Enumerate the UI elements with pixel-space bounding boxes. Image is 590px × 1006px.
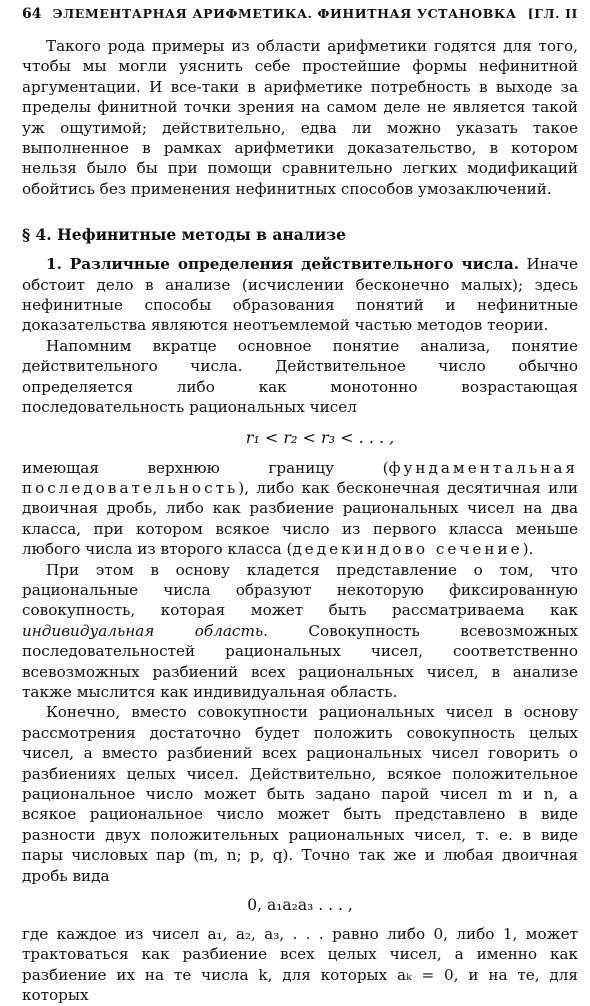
paragraph-6: Конечно, вместо совокупности рациональных чисел в основу рассмотрения достаточно будет положить совокупность целых чисел, а вместо разбиений всех рациональных чисел говорить о разбиениях целых чисел. Действительно, всякое положительное рациональное число может быть задано парой чисел m и n, а всякое рациональное число может быть представлено в виде разности двух положительных рациональных чисел, т. е. в виде пары числовых пар (m, n; p, q). Точно так же и любая двоичная дробь вида: [22, 703, 578, 885]
paragraph-2: [22, 254, 578, 336]
p4-part-a: имеющая верхнюю границу (: [22, 458, 389, 477]
p5-part-a: При этом в основу кладется представление о том, что рациональные числа образуют некоторую фиксированную совокупность, которая может быть рассматриваема как: [22, 560, 578, 620]
subsection-title: 1. Различные определения действительного числа.: [46, 255, 519, 274]
paragraph-3: Напомним вкратце основное понятие анализа, понятие действительного числа. Действительное число обычно определяется либо как монотонно возрастающая последовательность рациональных чисел: [22, 336, 578, 417]
paragraph-7: где каждое из чисел a₁, a₂, a₃, . . . равно либо 0, либо 1, может трактоваться как разбиение всех целых чисел, а именно как разбиение их на те числа k, для которых aₖ = 0, и на те, для которых: [22, 925, 578, 1005]
chapter-label: [ГЛ. II: [527, 6, 578, 21]
formula-binary-fraction: 0, a₁a₂a₃ . . . ,: [247, 896, 353, 915]
section-heading: § 4. Нефинитные методы в анализе: [22, 225, 346, 245]
term-fundamental-sequence: фундаментальная последовательность: [22, 458, 578, 497]
p5-part-c: . Совокупность всевозможных последовательностей рациональных чисел, соответственно всевозможных разбиений всех рациональных чисел, в анализе также мыслится как индивидуальная область.: [22, 621, 578, 701]
p4-part-e: ).: [522, 540, 534, 559]
page: [22, 6, 578, 1006]
paragraph-1: Такого рода примеры из области арифметики годятся для того, чтобы мы могли уяснить себе простейшие формы нефинитной аргументации. И все-таки в арифметике потребность в выходе за пределы финитной точки зрения на самом деле не является такой уж ощутимой; действительно, едва ли можно указать такое выполненное в рамках арифметики доказательство, в котором нельзя было бы при помощи сравнительно легких модификаций обойтись без применения нефинитных способов умозаключений.: [22, 37, 578, 198]
running-title: ЭЛЕМЕНТАРНАЯ АРИФМЕТИКА. ФИНИТНАЯ УСТАНОВКА: [52, 6, 517, 21]
page-number: 64: [22, 6, 42, 22]
term-individual-domain: индивидуальная область: [22, 621, 264, 640]
formula-sequence: r₁ < r₂ < r₃ < . . . ,: [245, 427, 395, 447]
subsection-text: Иначе обстоит дело в анализе (исчислении бесконечно малых); здесь нефинитные способы образования понятий и нефинитные доказательства являются неотъемлемой частью методов теории.: [22, 255, 579, 335]
paragraph-4: [22, 458, 578, 560]
p4-part-c: ), либо как бесконечная десятичная или двоичная дробь, либо как разбиение рациональных чисел на два класса, при котором всякое число из первого класса меньше любого числа из второго класса (: [22, 478, 578, 559]
term-dedekind-cut: дедекиндово сечение: [292, 540, 523, 559]
running-header: [22, 6, 578, 30]
paragraph-5: [22, 560, 578, 703]
